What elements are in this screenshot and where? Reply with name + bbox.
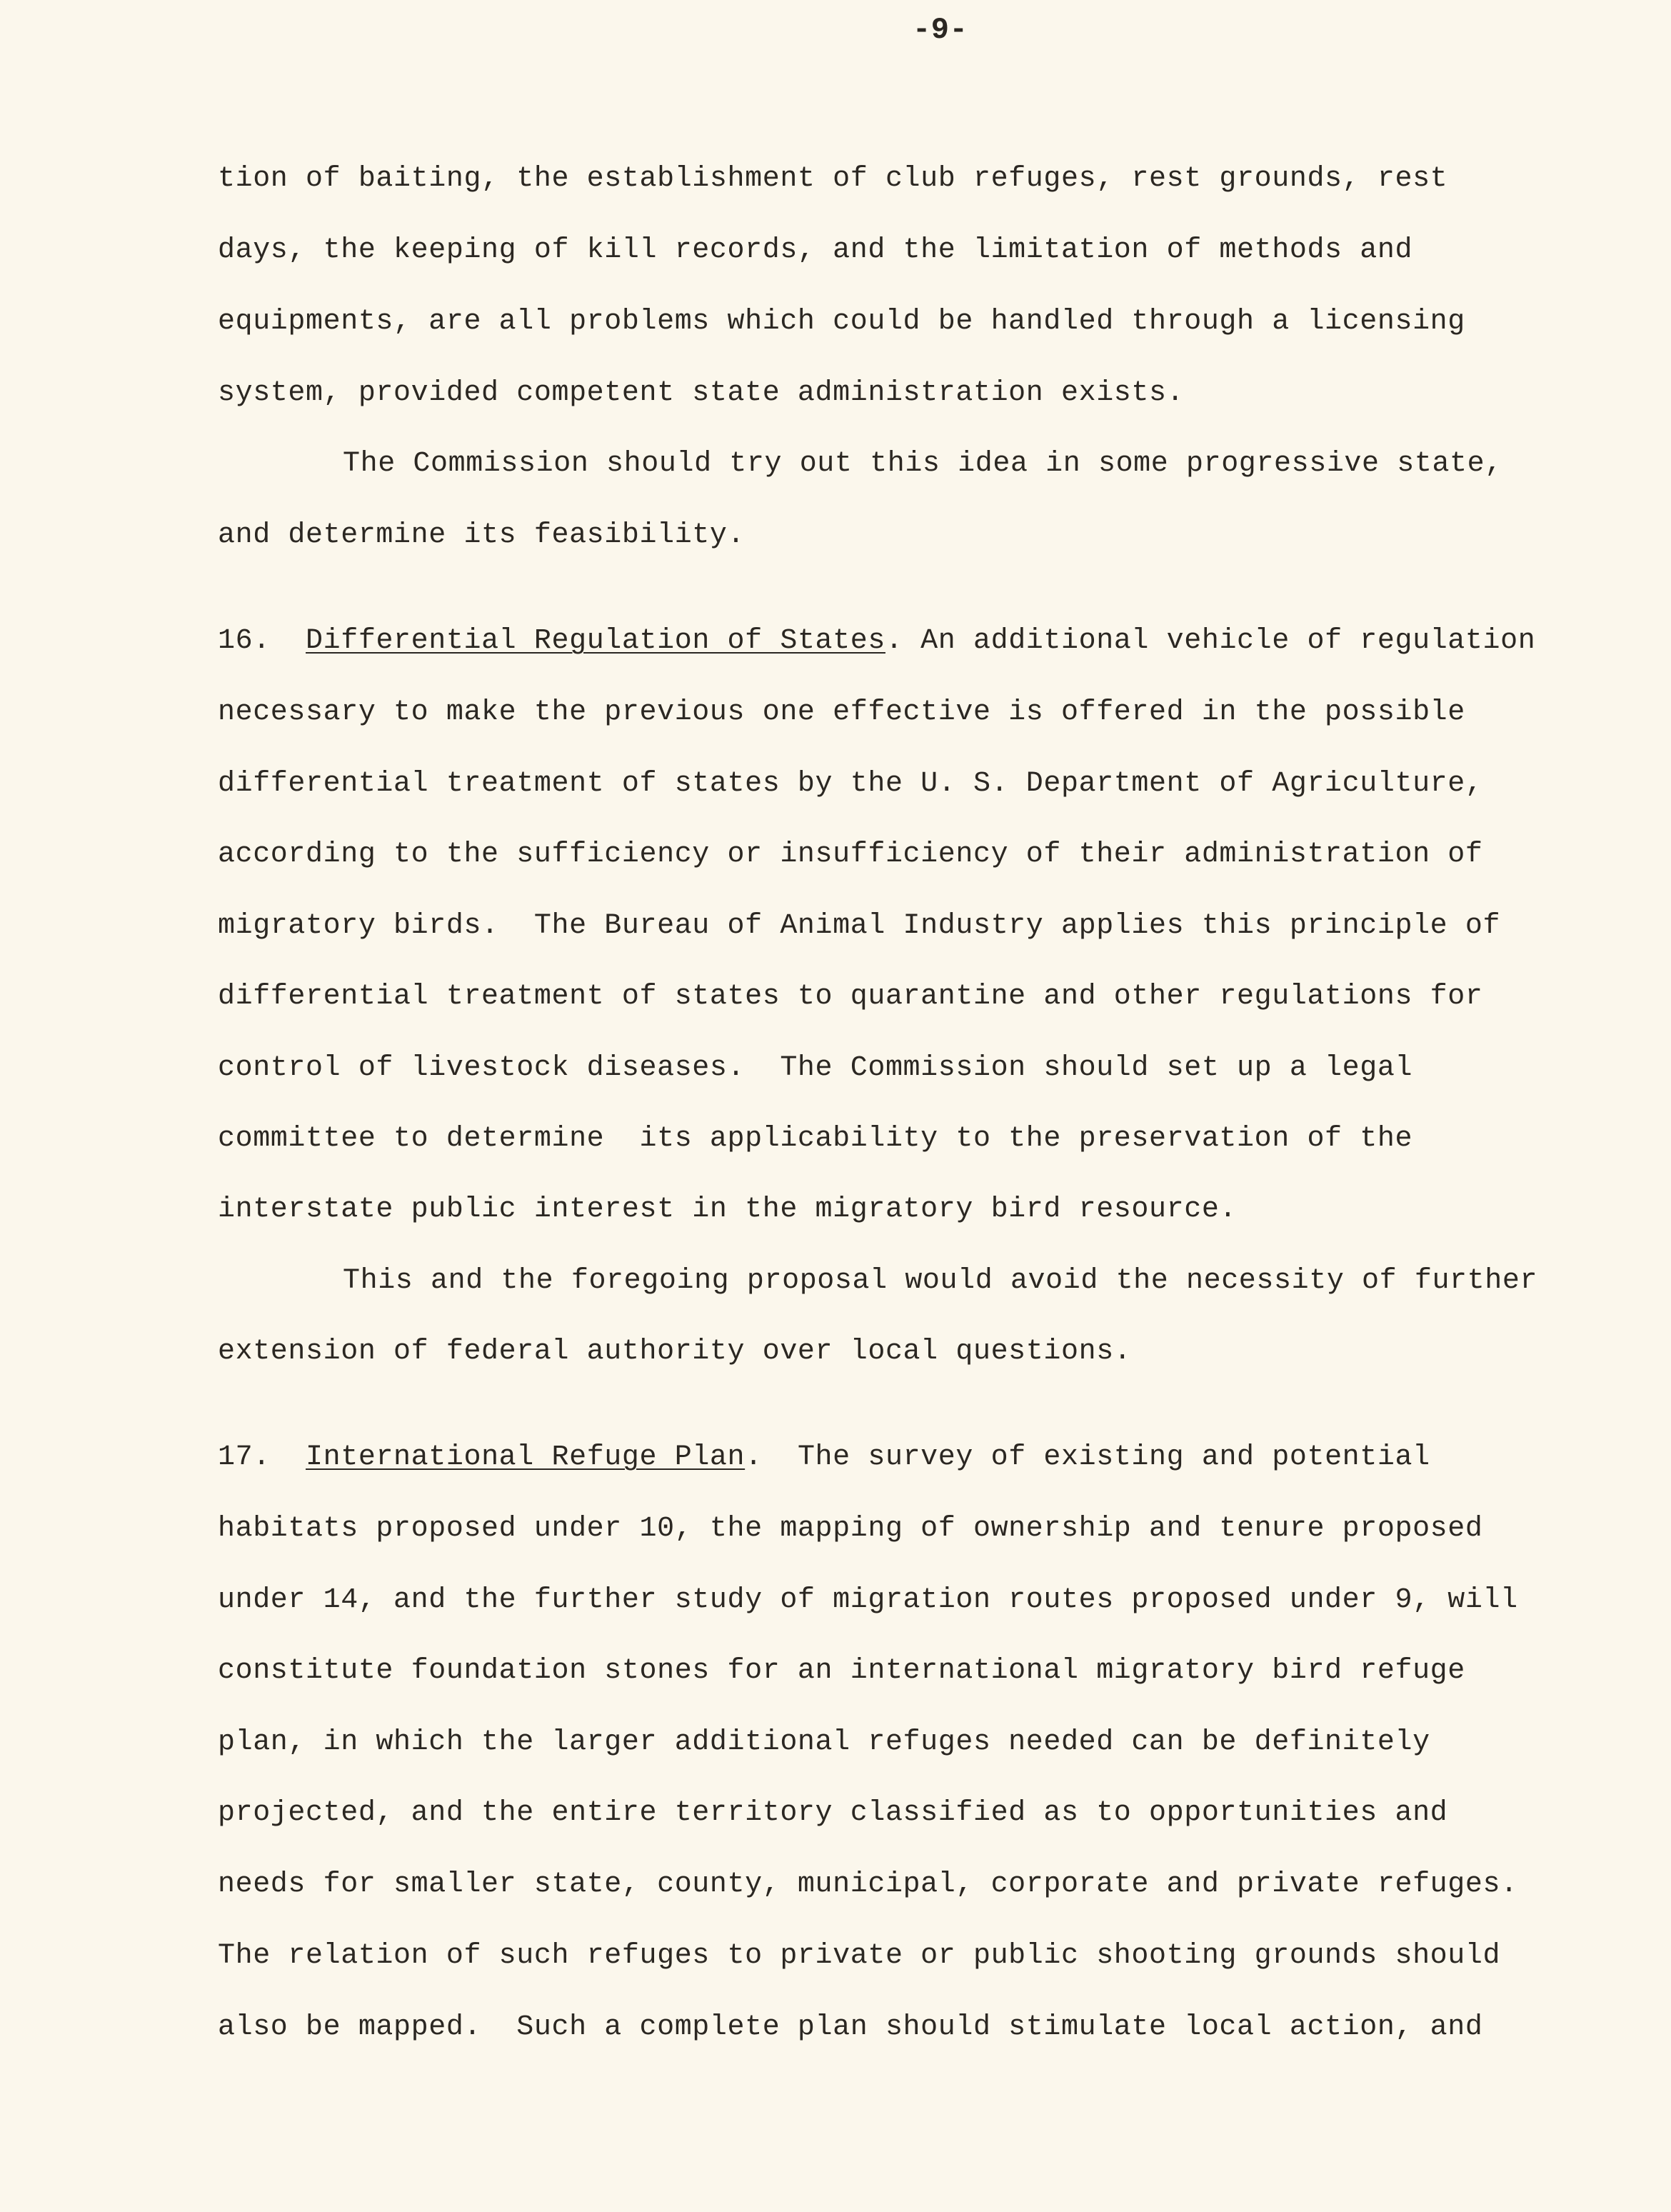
paragraph-line: according to the sufficiency or insufficiency of their administration of xyxy=(218,839,1483,871)
paragraph-line: plan, in which the larger additional refuges needed can be definitely xyxy=(218,1726,1430,1758)
paragraph-line: The relation of such refuges to private or public shooting grounds should xyxy=(218,1940,1501,1972)
paragraph-line: and determine its feasibility. xyxy=(218,519,746,551)
paragraph-line: differential treatment of states by the U. S. Department of Agriculture, xyxy=(218,768,1483,800)
paragraph-line: control of livestock diseases. The Commission should set up a legal xyxy=(218,1052,1413,1084)
section-number: 16. xyxy=(218,625,271,657)
paragraph-line: This and the foregoing proposal would avoid the necessity of further xyxy=(343,1265,1538,1297)
paragraph-line: also be mapped. Such a complete plan should stimulate local action, and xyxy=(218,2011,1483,2043)
paragraph-line: under 14, and the further study of migration routes proposed under 9, will xyxy=(218,1584,1518,1616)
paragraph-line: projected, and the entire territory classified as to opportunities and xyxy=(218,1797,1448,1829)
section-heading: International Refuge Plan xyxy=(306,1441,746,1473)
paragraph-line: extension of federal authority over local questions. xyxy=(218,1336,1132,1368)
paragraph-line: interstate public interest in the migratory bird resource. xyxy=(218,1193,1238,1226)
paragraph-line: habitats proposed under 10, the mapping of ownership and tenure proposed xyxy=(218,1513,1483,1545)
paragraph-line: committee to determine its applicability to the preservation of the xyxy=(218,1123,1413,1155)
paragraph-line: differential treatment of states to quarantine and other regulations for xyxy=(218,981,1483,1013)
section-number: 17. xyxy=(218,1441,271,1473)
page-number: -9- xyxy=(913,13,968,47)
paragraph-line: The Commission should try out this idea in some progressive state, xyxy=(343,448,1502,480)
paragraph-line: days, the keeping of kill records, and the limitation of methods and xyxy=(218,234,1413,266)
paragraph-line: needs for smaller state, county, municipal, corporate and private refuges. xyxy=(218,1868,1518,1901)
paragraph-line: equipments, are all problems which could be handled through a licensing xyxy=(218,306,1465,338)
paragraph-line: system, provided competent state administration exists. xyxy=(218,377,1185,409)
section-heading-line xyxy=(218,1440,1430,1476)
paragraph-line: necessary to make the previous one effective is offered in the possible xyxy=(218,696,1465,729)
section-heading-rest: . An additional vehicle of regulation xyxy=(885,625,1536,657)
paragraph-line: migratory birds. The Bureau of Animal Industry applies this principle of xyxy=(218,910,1501,942)
section-heading: Differential Regulation of States xyxy=(306,625,885,657)
section-heading-rest: . The survey of existing and potential xyxy=(745,1441,1430,1473)
paragraph-line: constitute foundation stones for an international migratory bird refuge xyxy=(218,1655,1465,1687)
section-heading-line xyxy=(218,624,1535,659)
paragraph-line: tion of baiting, the establishment of club refuges, rest grounds, rest xyxy=(218,163,1448,195)
